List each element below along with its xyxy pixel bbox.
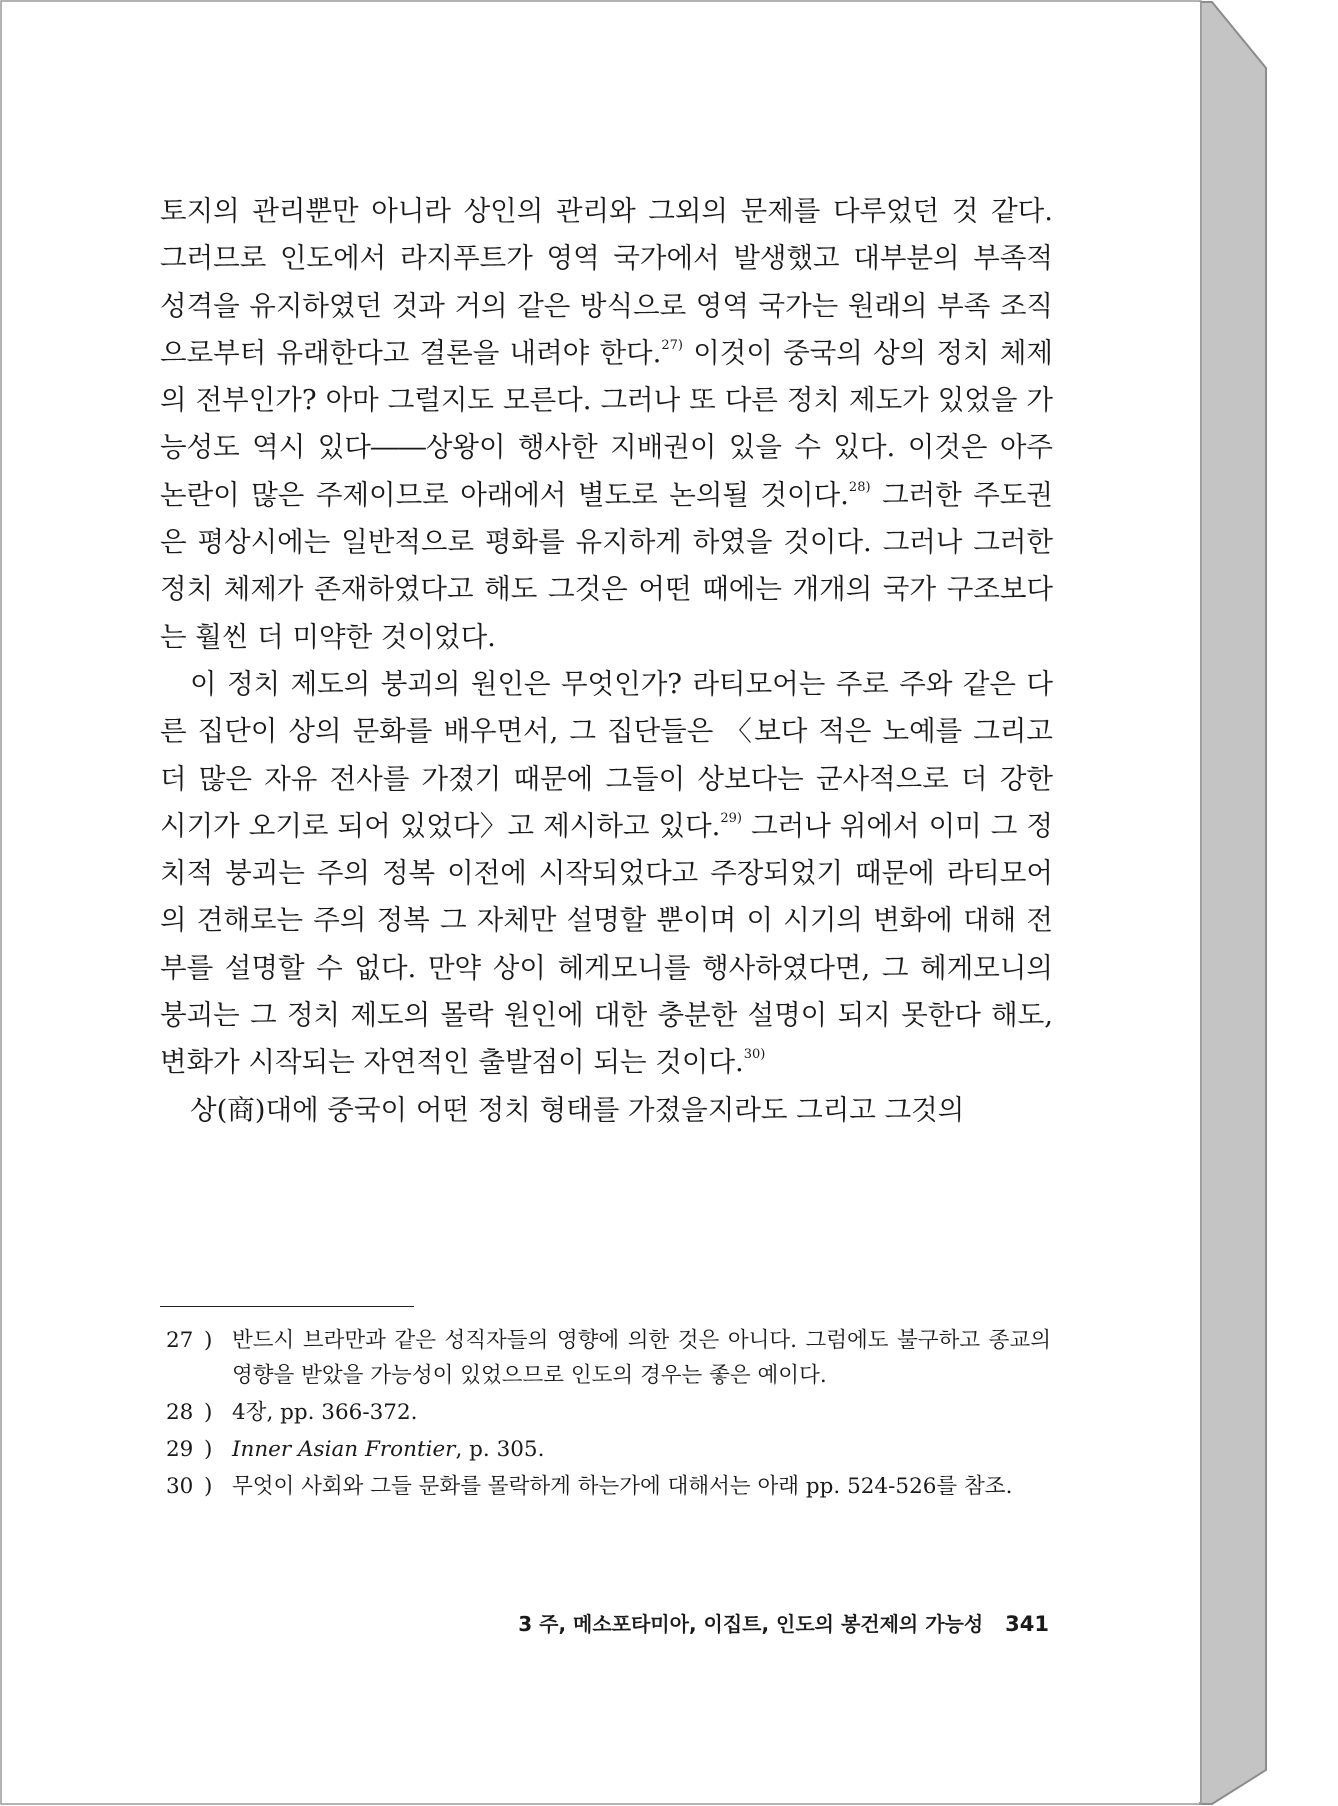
- body-text: [160, 188, 1053, 1134]
- footnote-paren: ): [204, 1400, 213, 1425]
- running-footer: [400, 1608, 1049, 1637]
- footnote-number: 28: [166, 1400, 194, 1425]
- footnote-text: 반드시 브라만과 같은 성직자들의 영향에 의한 것은 아니다. 그럼에도 불구하고 종교의 영향을 받았을 가능성이 있었으므로 인도의 경우는 좋은 예이다.: [232, 1328, 1051, 1388]
- footnote-text: 4장, pp. 366-372.: [232, 1400, 418, 1425]
- footnote-29: [166, 1432, 1051, 1467]
- footnote-28: [166, 1395, 1051, 1430]
- paragraph-1-text-a: 토지의 관리뿐만 아니라 상인의 관리와 그외의 문제를 다루었던 것 같다. 그러므로 인도에서 라지푸트가 영역 국가에서 발생했고 대부분의 부족적 성격을 유지하였던 것과 거의 같은 방식으로 영역 국가는 원래의 부족 조직으로부터 유래한다고 결론을 내려야 한다.: [160, 195, 1053, 369]
- footnote-text: 무엇이 사회와 그들 문화를 몰락하게 하는가에 대해서는 아래 pp. 524-526를 참조.: [232, 1474, 1013, 1499]
- footnote-number: 29: [166, 1437, 194, 1462]
- footnote-separator: [160, 1306, 414, 1307]
- running-title: 3 주, 메소포타미아, 이집트, 인도의 봉건제의 가능성: [518, 1612, 984, 1636]
- footnote-number: 27: [166, 1328, 194, 1353]
- paragraph-1-text-b: 이것이 중국의 상의 정치 체제의 전부인가? 아마 그럴지도 모른다. 그러나 또 다른 정치 제도가 있었을 가능성도 역시 있다――상왕이 행사한 지배권이 있을 수 있다. 이것은 아주 논란이 많은 주제이므로 아래에서 별도로 논의될 것이다.: [160, 336, 1053, 511]
- footnote-paren: ): [204, 1474, 213, 1499]
- footnote-ref-29[interactable]: 29): [720, 810, 743, 826]
- footnote-ref-30[interactable]: 30): [743, 1047, 766, 1063]
- footnote-paren: ): [204, 1328, 213, 1353]
- paragraph-3: [160, 1087, 1053, 1134]
- footnote-ref-27[interactable]: 27): [661, 337, 683, 353]
- footnote-page-ref: , p. 305.: [455, 1437, 545, 1462]
- paragraph-1-text-c: 그러한 주도권은 평상시에는 일반적으로 평화를 유지하게 하였을 것이다. 그러나 그러한 정치 체제가 존재하였다고 해도 그것은 어떤 때에는 개개의 국가 구조보다는 훨씬 더 미약한 것이었다.: [160, 478, 1053, 653]
- footnote-paren: ): [204, 1437, 213, 1462]
- page-number: 341: [1005, 1612, 1049, 1636]
- footnote-text: [232, 1432, 1051, 1467]
- paragraph-2-text-b: 그러나 위에서 이미 그 정치적 붕괴는 주의 정복 이전에 시작되었다고 주장되었기 때문에 라티모어의 견해로는 주의 정복 그 자체만 설명할 뿐이며 이 시기의 변화에 대해 전부를 설명할 수 없다. 만약 상이 헤게모니를 행사하였다면, 그 헤게모니의 붕괴는 그 정치 제도의 몰락 원인에 대한 충분한 설명이 되지 못한다 해도, 변화가 시작되는 자연적인 출발점이 되는 것이다.: [160, 809, 1053, 1079]
- footnote-27: [166, 1323, 1051, 1393]
- footnotes: [166, 1323, 1051, 1506]
- paragraph-2-text-a: 이 정치 제도의 붕괴의 원인은 무엇인가? 라티모어는 주로 주와 같은 다른 집단이 상의 문화를 배우면서, 그 집단들은 〈보다 적은 노예를 그리고 더 많은 자유 전사를 가졌기 때문에 그들이 상보다는 군사적으로 더 강한 시기가 오기로 되어 있었다〉고 제시하고 있다.: [160, 667, 1053, 842]
- paragraph-1: [160, 188, 1053, 661]
- footnote-30: [166, 1469, 1051, 1504]
- book-side-face: [1200, 2, 1266, 1804]
- footnote-book-title: Inner Asian Frontier: [232, 1437, 456, 1462]
- footnote-number: 30: [166, 1474, 194, 1499]
- footnote-ref-28[interactable]: 28): [848, 479, 871, 495]
- paragraph-2: [160, 661, 1053, 1087]
- paragraph-3-text: 상(商)대에 중국이 어떤 정치 형태를 가졌을지라도 그리고 그것의: [190, 1093, 965, 1126]
